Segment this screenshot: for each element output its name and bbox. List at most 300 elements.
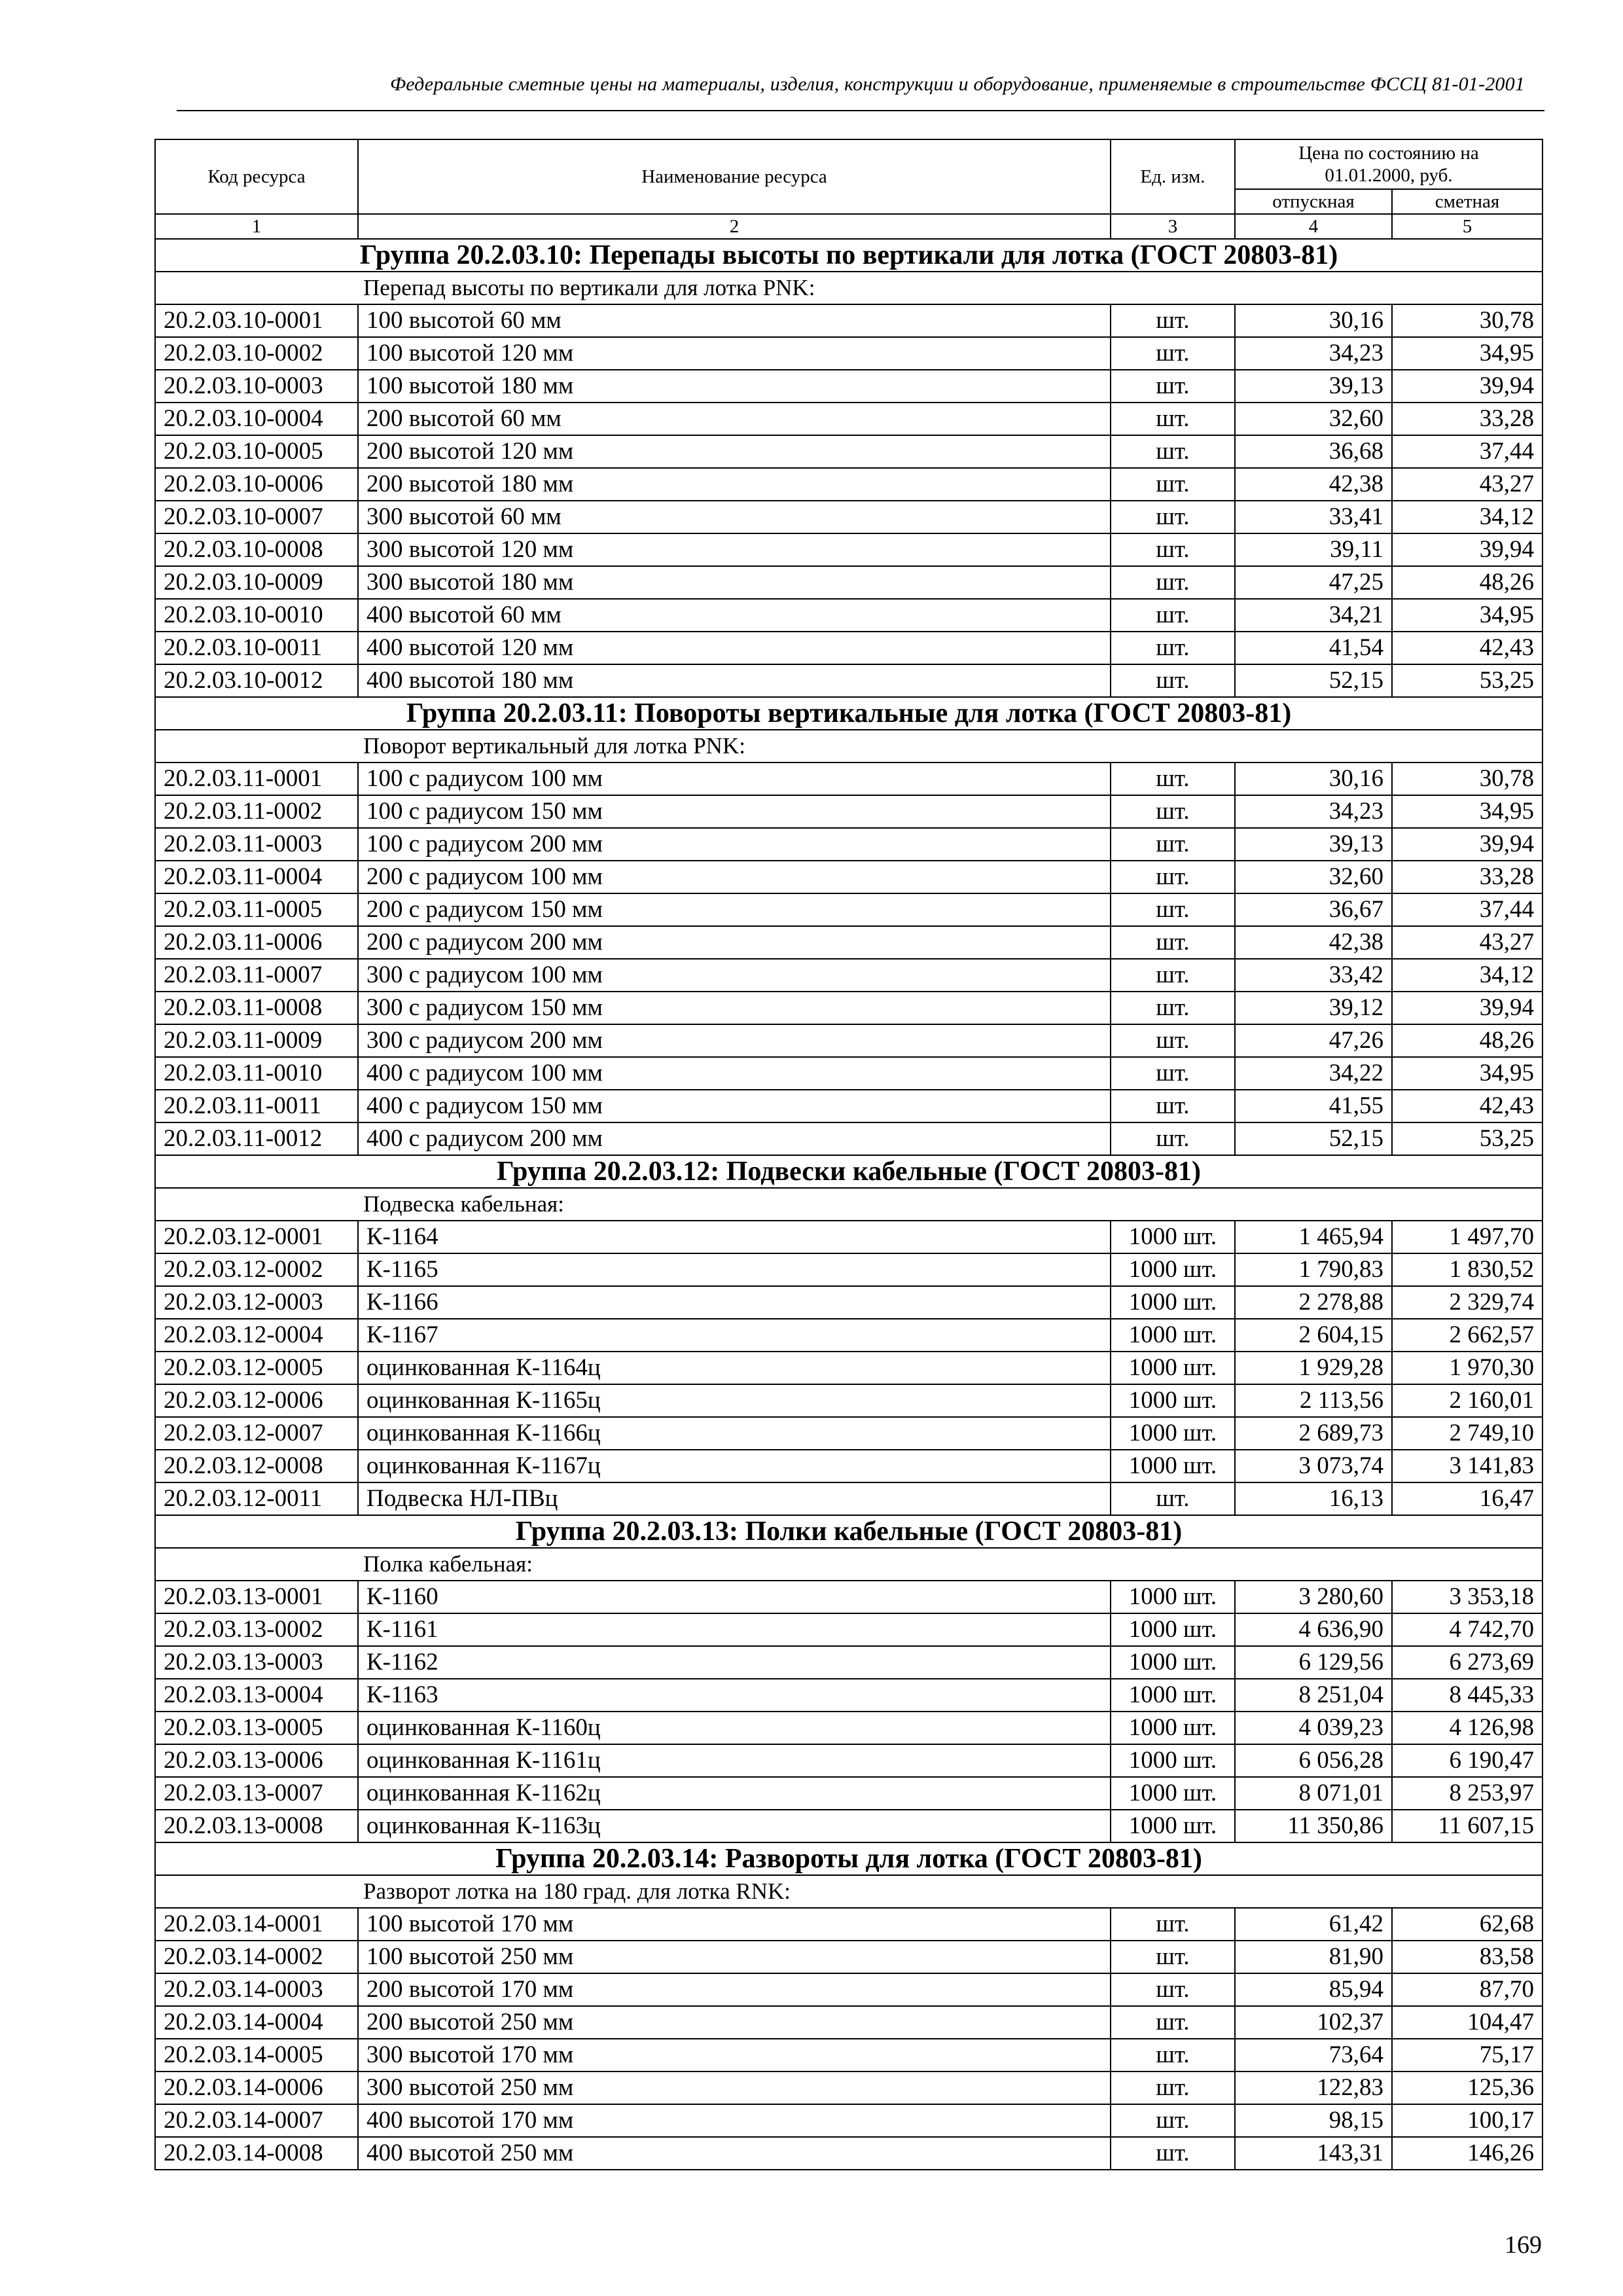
resource-name: 100 с радиусом 100 мм <box>358 762 1111 795</box>
release-price: 39,11 <box>1235 533 1392 566</box>
release-price: 36,68 <box>1235 435 1392 468</box>
resource-code: 20.2.03.10-0006 <box>155 468 358 501</box>
table-row <box>155 1057 1543 1090</box>
unit: шт. <box>1111 2039 1235 2072</box>
unit: шт. <box>1111 1941 1235 1973</box>
unit: 1000 шт. <box>1111 1646 1235 1679</box>
unit: 1000 шт. <box>1111 1613 1235 1646</box>
estimate-price: 37,44 <box>1392 435 1543 468</box>
estimate-price: 8 445,33 <box>1392 1679 1543 1712</box>
table-row <box>155 2006 1543 2039</box>
resource-code: 20.2.03.11-0001 <box>155 762 358 795</box>
estimate-price: 100,17 <box>1392 2104 1543 2137</box>
estimate-price: 83,58 <box>1392 1941 1543 1973</box>
resource-name: 400 высотой 180 мм <box>358 664 1111 697</box>
resource-name: 400 с радиусом 150 мм <box>358 1090 1111 1122</box>
table-row <box>155 501 1543 533</box>
running-header: Федеральные сметные цены на материалы, изделия, конструкции и оборудование, применяемые в строительстве ФССЦ 81-01-2001 <box>177 73 1544 111</box>
estimate-price: 1 830,52 <box>1392 1253 1543 1286</box>
resource-code: 20.2.03.11-0010 <box>155 1057 358 1090</box>
resource-code: 20.2.03.12-0003 <box>155 1286 358 1319</box>
unit: шт. <box>1111 795 1235 828</box>
release-price: 36,67 <box>1235 893 1392 926</box>
resource-name: К-1162 <box>358 1646 1111 1679</box>
release-price: 11 350,86 <box>1235 1810 1392 1842</box>
estimate-price: 42,43 <box>1392 1090 1543 1122</box>
resource-code: 20.2.03.11-0011 <box>155 1090 358 1122</box>
release-price: 98,15 <box>1235 2104 1392 2137</box>
release-price: 39,13 <box>1235 828 1392 861</box>
table-row <box>155 1581 1543 1613</box>
unit: шт. <box>1111 861 1235 893</box>
table-row <box>155 304 1543 337</box>
table-row <box>155 1712 1543 1744</box>
resource-name: 200 высотой 120 мм <box>358 435 1111 468</box>
resource-name: оцинкованная К-1167ц <box>358 1450 1111 1482</box>
table-row <box>155 403 1543 435</box>
table-row <box>155 1024 1543 1057</box>
table-row <box>155 337 1543 370</box>
resource-name: К-1163 <box>358 1679 1111 1712</box>
unit: шт. <box>1111 893 1235 926</box>
estimate-price: 43,27 <box>1392 926 1543 959</box>
table-row <box>155 828 1543 861</box>
resource-code: 20.2.03.13-0002 <box>155 1613 358 1646</box>
table-row <box>155 1777 1543 1810</box>
release-price: 34,21 <box>1235 599 1392 632</box>
estimate-price: 6 190,47 <box>1392 1744 1543 1777</box>
table-row <box>155 1352 1543 1384</box>
resource-code: 20.2.03.12-0006 <box>155 1384 358 1417</box>
column-number: 4 <box>1235 214 1392 239</box>
table-row <box>155 959 1543 992</box>
resource-name: К-1161 <box>358 1613 1111 1646</box>
resource-name: 300 высотой 180 мм <box>358 566 1111 599</box>
table-row <box>155 2072 1543 2104</box>
release-price: 102,37 <box>1235 2006 1392 2039</box>
resource-name: оцинкованная К-1164ц <box>358 1352 1111 1384</box>
resource-name: 400 высотой 120 мм <box>358 632 1111 664</box>
unit: 1000 шт. <box>1111 1810 1235 1842</box>
resource-code: 20.2.03.11-0006 <box>155 926 358 959</box>
estimate-price: 4 742,70 <box>1392 1613 1543 1646</box>
table-row <box>155 762 1543 795</box>
group-subtitle: Полка кабельная: <box>358 1548 1543 1581</box>
estimate-price: 34,95 <box>1392 1057 1543 1090</box>
resource-name: 200 с радиусом 150 мм <box>358 893 1111 926</box>
unit: шт. <box>1111 304 1235 337</box>
header-price: Цена по состоянию на 01.01.2000, руб. <box>1235 139 1543 189</box>
resource-name: оцинкованная К-1163ц <box>358 1810 1111 1842</box>
table-row <box>155 2137 1543 2170</box>
release-price: 30,16 <box>1235 304 1392 337</box>
resource-code: 20.2.03.14-0004 <box>155 2006 358 2039</box>
table-row <box>155 1679 1543 1712</box>
resource-code: 20.2.03.11-0003 <box>155 828 358 861</box>
resource-name: К-1165 <box>358 1253 1111 1286</box>
resource-name: 200 высотой 60 мм <box>358 403 1111 435</box>
column-number: 5 <box>1392 214 1543 239</box>
unit: шт. <box>1111 403 1235 435</box>
release-price: 41,54 <box>1235 632 1392 664</box>
table-row <box>155 1286 1543 1319</box>
subtitle-spacer <box>155 272 358 304</box>
release-price: 3 280,60 <box>1235 1581 1392 1613</box>
release-price: 2 113,56 <box>1235 1384 1392 1417</box>
column-number: 2 <box>358 214 1111 239</box>
subtitle-spacer <box>155 730 358 762</box>
estimate-price: 33,28 <box>1392 861 1543 893</box>
resource-code: 20.2.03.14-0001 <box>155 1908 358 1941</box>
unit: шт. <box>1111 1908 1235 1941</box>
resource-name: 300 с радиусом 200 мм <box>358 1024 1111 1057</box>
resource-code: 20.2.03.12-0004 <box>155 1319 358 1352</box>
estimate-price: 34,95 <box>1392 599 1543 632</box>
release-price: 122,83 <box>1235 2072 1392 2104</box>
release-price: 1 929,28 <box>1235 1352 1392 1384</box>
unit: шт. <box>1111 1024 1235 1057</box>
unit: шт. <box>1111 632 1235 664</box>
resource-code: 20.2.03.11-0004 <box>155 861 358 893</box>
table-row <box>155 632 1543 664</box>
table-header <box>155 139 1543 239</box>
unit: шт. <box>1111 2104 1235 2137</box>
resource-code: 20.2.03.11-0005 <box>155 893 358 926</box>
resource-code: 20.2.03.13-0004 <box>155 1679 358 1712</box>
resource-code: 20.2.03.10-0001 <box>155 304 358 337</box>
resource-code: 20.2.03.10-0010 <box>155 599 358 632</box>
group-title: Группа 20.2.03.14: Развороты для лотка (ГОСТ 20803-81) <box>155 1842 1543 1875</box>
unit: 1000 шт. <box>1111 1679 1235 1712</box>
table-body <box>155 239 1543 2170</box>
resource-name: 300 высотой 170 мм <box>358 2039 1111 2072</box>
estimate-price: 30,78 <box>1392 304 1543 337</box>
resource-code: 20.2.03.11-0009 <box>155 1024 358 1057</box>
group-subtitle-row <box>155 272 1543 304</box>
release-price: 8 251,04 <box>1235 1679 1392 1712</box>
subtitle-spacer <box>155 1188 358 1221</box>
unit: шт. <box>1111 337 1235 370</box>
unit: шт. <box>1111 926 1235 959</box>
release-price: 1 790,83 <box>1235 1253 1392 1286</box>
group-subtitle: Разворот лотка на 180 град. для лотка RNK: <box>358 1875 1543 1908</box>
release-price: 42,38 <box>1235 926 1392 959</box>
estimate-price: 39,94 <box>1392 828 1543 861</box>
group-title-row <box>155 239 1543 272</box>
resource-name: 300 с радиусом 100 мм <box>358 959 1111 992</box>
unit: шт. <box>1111 1090 1235 1122</box>
unit: 1000 шт. <box>1111 1450 1235 1482</box>
unit: шт. <box>1111 828 1235 861</box>
group-title-row <box>155 697 1543 730</box>
resource-code: 20.2.03.13-0003 <box>155 1646 358 1679</box>
resource-code: 20.2.03.11-0008 <box>155 992 358 1024</box>
unit: 1000 шт. <box>1111 1221 1235 1253</box>
release-price: 143,31 <box>1235 2137 1392 2170</box>
estimate-price: 2 662,57 <box>1392 1319 1543 1352</box>
estimate-price: 16,47 <box>1392 1482 1543 1515</box>
resource-name: 300 высотой 250 мм <box>358 2072 1111 2104</box>
table-row <box>155 566 1543 599</box>
unit: 1000 шт. <box>1111 1384 1235 1417</box>
subtitle-spacer <box>155 1548 358 1581</box>
unit: шт. <box>1111 599 1235 632</box>
resource-name: 100 высотой 60 мм <box>358 304 1111 337</box>
unit: шт. <box>1111 1057 1235 1090</box>
release-price: 4 039,23 <box>1235 1712 1392 1744</box>
resource-code: 20.2.03.13-0001 <box>155 1581 358 1613</box>
release-price: 1 465,94 <box>1235 1221 1392 1253</box>
group-subtitle: Подвеска кабельная: <box>358 1188 1543 1221</box>
estimate-price: 37,44 <box>1392 893 1543 926</box>
release-price: 2 278,88 <box>1235 1286 1392 1319</box>
resource-code: 20.2.03.10-0002 <box>155 337 358 370</box>
subtitle-spacer <box>155 1875 358 1908</box>
table-row <box>155 664 1543 697</box>
estimate-price: 8 253,97 <box>1392 1777 1543 1810</box>
unit: шт. <box>1111 959 1235 992</box>
table-row <box>155 1973 1543 2006</box>
release-price: 33,41 <box>1235 501 1392 533</box>
resource-name: 200 высотой 170 мм <box>358 1973 1111 2006</box>
resource-name: 200 высотой 180 мм <box>358 468 1111 501</box>
resource-name: 100 с радиусом 200 мм <box>358 828 1111 861</box>
table-row <box>155 1221 1543 1253</box>
release-price: 6 129,56 <box>1235 1646 1392 1679</box>
resource-name: 100 высотой 120 мм <box>358 337 1111 370</box>
table-row <box>155 795 1543 828</box>
estimate-price: 2 160,01 <box>1392 1384 1543 1417</box>
resource-name: 400 высотой 170 мм <box>358 2104 1111 2137</box>
group-subtitle: Поворот вертикальный для лотка PNK: <box>358 730 1543 762</box>
release-price: 81,90 <box>1235 1941 1392 1973</box>
resource-code: 20.2.03.12-0007 <box>155 1417 358 1450</box>
table-row <box>155 1417 1543 1450</box>
resource-code: 20.2.03.12-0005 <box>155 1352 358 1384</box>
release-price: 34,23 <box>1235 795 1392 828</box>
resource-code: 20.2.03.14-0007 <box>155 2104 358 2137</box>
unit: шт. <box>1111 2006 1235 2039</box>
resource-code: 20.2.03.11-0012 <box>155 1122 358 1155</box>
resource-name: 200 с радиусом 100 мм <box>358 861 1111 893</box>
release-price: 61,42 <box>1235 1908 1392 1941</box>
unit: шт. <box>1111 1973 1235 2006</box>
resource-name: оцинкованная К-1162ц <box>358 1777 1111 1810</box>
resource-name: 200 высотой 250 мм <box>358 2006 1111 2039</box>
estimate-price: 43,27 <box>1392 468 1543 501</box>
unit: 1000 шт. <box>1111 1744 1235 1777</box>
table-row <box>155 926 1543 959</box>
price-table <box>154 139 1543 2170</box>
header-release-price: отпускная <box>1235 189 1392 214</box>
estimate-price: 2 329,74 <box>1392 1286 1543 1319</box>
table-row <box>155 1941 1543 1973</box>
resource-code: 20.2.03.14-0008 <box>155 2137 358 2170</box>
resource-code: 20.2.03.12-0011 <box>155 1482 358 1515</box>
release-price: 47,25 <box>1235 566 1392 599</box>
column-number: 1 <box>155 214 358 239</box>
estimate-price: 104,47 <box>1392 2006 1543 2039</box>
resource-name: оцинкованная К-1160ц <box>358 1712 1111 1744</box>
resource-code: 20.2.03.11-0007 <box>155 959 358 992</box>
resource-code: 20.2.03.13-0008 <box>155 1810 358 1842</box>
table-row <box>155 861 1543 893</box>
table-row <box>155 1450 1543 1482</box>
unit: шт. <box>1111 992 1235 1024</box>
table-row <box>155 1090 1543 1122</box>
resource-code: 20.2.03.10-0007 <box>155 501 358 533</box>
resource-code: 20.2.03.13-0006 <box>155 1744 358 1777</box>
group-subtitle: Перепад высоты по вертикали для лотка PNK: <box>358 272 1543 304</box>
estimate-price: 34,12 <box>1392 959 1543 992</box>
unit: 1000 шт. <box>1111 1417 1235 1450</box>
estimate-price: 53,25 <box>1392 664 1543 697</box>
resource-code: 20.2.03.12-0001 <box>155 1221 358 1253</box>
table-row <box>155 2039 1543 2072</box>
resource-code: 20.2.03.11-0002 <box>155 795 358 828</box>
release-price: 6 056,28 <box>1235 1744 1392 1777</box>
resource-name: 300 высотой 120 мм <box>358 533 1111 566</box>
resource-name: К-1164 <box>358 1221 1111 1253</box>
resource-name: 200 с радиусом 200 мм <box>358 926 1111 959</box>
release-price: 39,12 <box>1235 992 1392 1024</box>
table-row <box>155 1122 1543 1155</box>
group-subtitle-row <box>155 1548 1543 1581</box>
table-row <box>155 599 1543 632</box>
release-price: 73,64 <box>1235 2039 1392 2072</box>
unit: шт. <box>1111 370 1235 403</box>
resource-name: оцинкованная К-1161ц <box>358 1744 1111 1777</box>
unit: 1000 шт. <box>1111 1712 1235 1744</box>
unit: шт. <box>1111 435 1235 468</box>
release-price: 2 689,73 <box>1235 1417 1392 1450</box>
group-title: Группа 20.2.03.11: Повороты вертикальные для лотка (ГОСТ 20803-81) <box>155 697 1543 730</box>
header-estimate-price: сметная <box>1392 189 1543 214</box>
table-row <box>155 2104 1543 2137</box>
resource-code: 20.2.03.13-0005 <box>155 1712 358 1744</box>
estimate-price: 33,28 <box>1392 403 1543 435</box>
estimate-price: 53,25 <box>1392 1122 1543 1155</box>
release-price: 39,13 <box>1235 370 1392 403</box>
estimate-price: 87,70 <box>1392 1973 1543 2006</box>
release-price: 32,60 <box>1235 861 1392 893</box>
unit: шт. <box>1111 566 1235 599</box>
table-row <box>155 1646 1543 1679</box>
estimate-price: 34,12 <box>1392 501 1543 533</box>
table-row <box>155 992 1543 1024</box>
unit: шт. <box>1111 2137 1235 2170</box>
header-name: Наименование ресурса <box>358 139 1111 214</box>
resource-code: 20.2.03.10-0003 <box>155 370 358 403</box>
release-price: 52,15 <box>1235 664 1392 697</box>
resource-name: 400 высотой 250 мм <box>358 2137 1111 2170</box>
group-title: Группа 20.2.03.12: Подвески кабельные (ГОСТ 20803-81) <box>155 1155 1543 1188</box>
resource-name: 100 высотой 250 мм <box>358 1941 1111 1973</box>
table-row <box>155 370 1543 403</box>
unit: шт. <box>1111 501 1235 533</box>
release-price: 32,60 <box>1235 403 1392 435</box>
resource-name: 100 высотой 170 мм <box>358 1908 1111 1941</box>
estimate-price: 62,68 <box>1392 1908 1543 1941</box>
resource-code: 20.2.03.14-0002 <box>155 1941 358 1973</box>
group-title-row <box>155 1842 1543 1875</box>
resource-name: К-1160 <box>358 1581 1111 1613</box>
resource-name: оцинкованная К-1165ц <box>358 1384 1111 1417</box>
resource-name: 300 с радиусом 150 мм <box>358 992 1111 1024</box>
resource-name: 400 с радиусом 200 мм <box>358 1122 1111 1155</box>
resource-code: 20.2.03.10-0012 <box>155 664 358 697</box>
release-price: 33,42 <box>1235 959 1392 992</box>
release-price: 16,13 <box>1235 1482 1392 1515</box>
unit: 1000 шт. <box>1111 1286 1235 1319</box>
table-row <box>155 1908 1543 1941</box>
release-price: 3 073,74 <box>1235 1450 1392 1482</box>
estimate-price: 1 970,30 <box>1392 1352 1543 1384</box>
release-price: 41,55 <box>1235 1090 1392 1122</box>
release-price: 30,16 <box>1235 762 1392 795</box>
estimate-price: 39,94 <box>1392 533 1543 566</box>
table-row <box>155 435 1543 468</box>
release-price: 85,94 <box>1235 1973 1392 2006</box>
group-subtitle-row <box>155 1875 1543 1908</box>
estimate-price: 75,17 <box>1392 2039 1543 2072</box>
resource-name: К-1167 <box>358 1319 1111 1352</box>
estimate-price: 34,95 <box>1392 795 1543 828</box>
estimate-price: 125,36 <box>1392 2072 1543 2104</box>
unit: шт. <box>1111 664 1235 697</box>
unit: 1000 шт. <box>1111 1581 1235 1613</box>
table-row <box>155 893 1543 926</box>
table-row <box>155 1613 1543 1646</box>
resource-code: 20.2.03.10-0009 <box>155 566 358 599</box>
resource-name: 100 с радиусом 150 мм <box>358 795 1111 828</box>
table-row <box>155 1482 1543 1515</box>
group-title: Группа 20.2.03.13: Полки кабельные (ГОСТ 20803-81) <box>155 1515 1543 1548</box>
estimate-price: 4 126,98 <box>1392 1712 1543 1744</box>
resource-code: 20.2.03.10-0011 <box>155 632 358 664</box>
resource-name: 400 высотой 60 мм <box>358 599 1111 632</box>
estimate-price: 34,95 <box>1392 337 1543 370</box>
resource-code: 20.2.03.10-0005 <box>155 435 358 468</box>
unit: 1000 шт. <box>1111 1352 1235 1384</box>
estimate-price: 11 607,15 <box>1392 1810 1543 1842</box>
table-row <box>155 1253 1543 1286</box>
group-title-row <box>155 1155 1543 1188</box>
estimate-price: 1 497,70 <box>1392 1221 1543 1253</box>
resource-name: 300 высотой 60 мм <box>358 501 1111 533</box>
resource-code: 20.2.03.10-0004 <box>155 403 358 435</box>
unit: шт. <box>1111 533 1235 566</box>
estimate-price: 48,26 <box>1392 566 1543 599</box>
release-price: 8 071,01 <box>1235 1777 1392 1810</box>
estimate-price: 39,94 <box>1392 992 1543 1024</box>
estimate-price: 6 273,69 <box>1392 1646 1543 1679</box>
page-number: 169 <box>1505 2231 1542 2259</box>
resource-name: К-1166 <box>358 1286 1111 1319</box>
group-title-row <box>155 1515 1543 1548</box>
group-subtitle-row <box>155 730 1543 762</box>
resource-code: 20.2.03.14-0003 <box>155 1973 358 2006</box>
resource-code: 20.2.03.14-0005 <box>155 2039 358 2072</box>
unit: 1000 шт. <box>1111 1253 1235 1286</box>
release-price: 42,38 <box>1235 468 1392 501</box>
table-row <box>155 1810 1543 1842</box>
unit: шт. <box>1111 1122 1235 1155</box>
resource-name: Подвеска НЛ-ПВц <box>358 1482 1111 1515</box>
estimate-price: 48,26 <box>1392 1024 1543 1057</box>
resource-name: оцинкованная К-1166ц <box>358 1417 1111 1450</box>
resource-code: 20.2.03.12-0008 <box>155 1450 358 1482</box>
